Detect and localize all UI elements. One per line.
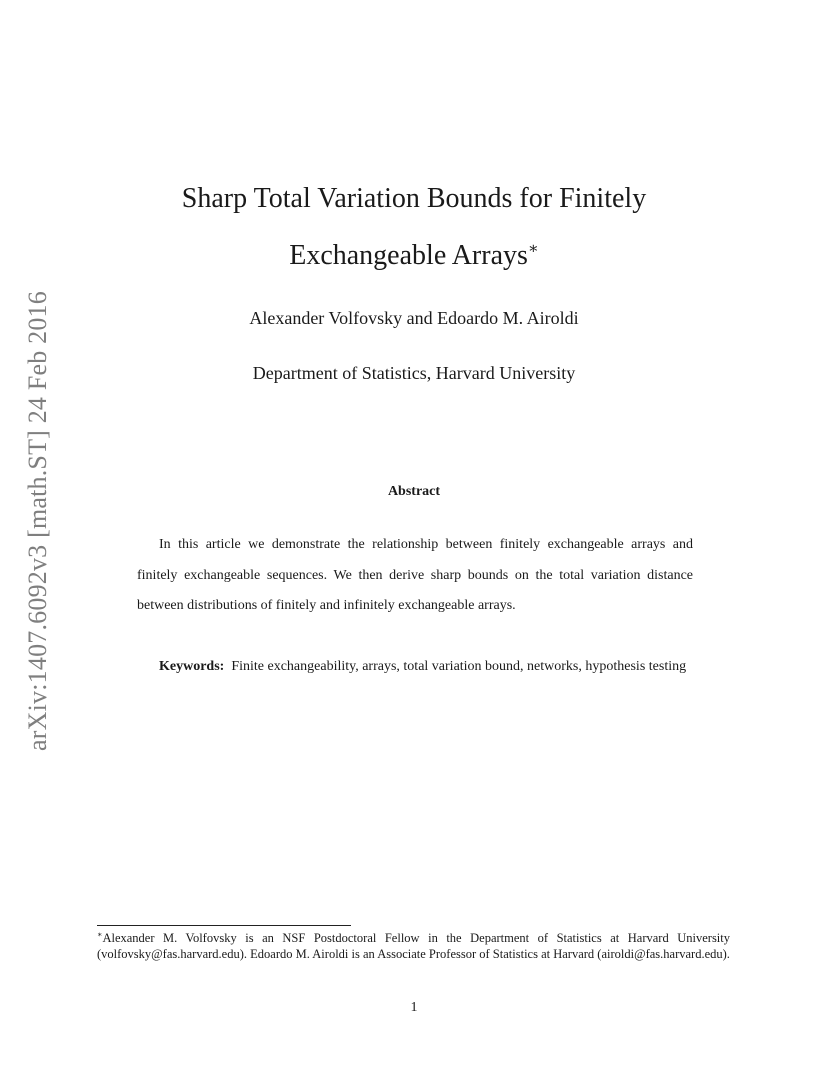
keywords-label: Keywords: (159, 659, 225, 674)
arxiv-identifier-stamp: arXiv:1407.6092v3 [math.ST] 24 Feb 2016 (23, 291, 52, 751)
keywords-paragraph (137, 652, 693, 683)
footnote-mark: ∗ (97, 929, 103, 939)
title-line-2 (0, 227, 828, 284)
abstract-body: In this article we demonstrate the relationship between finitely exchangeable arrays and finitely exchangeable sequences. We then derive sharp bounds on the total variation distance between distributions of finitely and infinitely exchangeable arrays. (137, 537, 693, 613)
title-line-1: Sharp Total Variation Bounds for Finitely (181, 183, 647, 214)
page-number: 1 (410, 1000, 418, 1015)
keywords-text: Finite exchangeability, arrays, total variation bound, networks, hypothesis testing (231, 659, 687, 674)
author-list: Alexander Volfovsky and Edoardo M. Airoldi (249, 308, 579, 328)
title-line-2-text: Exchangeable Arrays (289, 240, 528, 271)
footnote-text: Alexander M. Volfovsky is an NSF Postdoctoral Fellow in the Department of Statistics at Harvard University (volfovsky@fas.harvard.edu). Edoardo M. Airoldi is an Associate Professor of Statistics at Harvard (airoldi@fas.harvard.edu). (97, 931, 730, 961)
title-footnote-mark: ∗ (527, 240, 539, 258)
paper-title (0, 170, 828, 284)
footnote-divider (97, 925, 351, 926)
author-footnote (97, 930, 730, 962)
abstract-heading: Abstract (387, 484, 441, 499)
author-affiliation: Department of Statistics, Harvard University (252, 363, 576, 383)
